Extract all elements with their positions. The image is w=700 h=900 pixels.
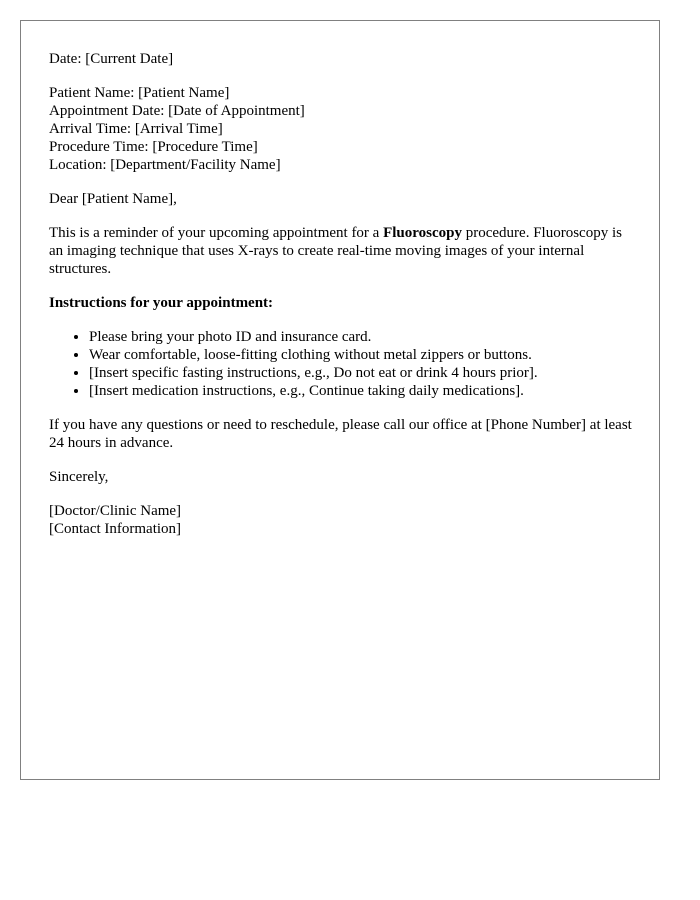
- signature-contact: [Contact Information]: [49, 521, 182, 537]
- letter-document: [20, 20, 660, 780]
- appointment-details: [49, 84, 631, 174]
- procedure-name: Fluoroscopy: [383, 225, 462, 241]
- appointment-date-line: Appointment Date: [Date of Appointment]: [49, 103, 305, 119]
- intro-text-start: This is a reminder of your upcoming appointment for a: [49, 225, 384, 241]
- instruction-item: • Wear comfortable, loose-fitting clothing without metal zippers or buttons.: [89, 346, 631, 364]
- instructions-heading: Instructions for your appointment:: [49, 295, 274, 311]
- patient-name-line: Patient Name: [Patient Name]: [49, 85, 230, 101]
- intro-text-end: procedure. Fluoroscopy is an imaging technique that uses X-rays to create real-time moving images of your internal structures.: [49, 225, 622, 277]
- signature-name: [Doctor/Clinic Name]: [49, 503, 182, 519]
- date-line: Date: [Current Date]: [49, 51, 174, 67]
- instruction-item: • [Insert specific fasting instructions, e.g., Do not eat or drink 4 hours prior].: [89, 364, 631, 382]
- location-line: Location: [Department/Facility Name]: [49, 157, 281, 173]
- instructions-list: [49, 328, 631, 400]
- intro-paragraph: [49, 224, 639, 278]
- salutation: Dear [Patient Name],: [49, 191, 177, 207]
- contact-paragraph: If you have any questions or need to reschedule, please call our office at [Phone Number] at least 24 hours in advance.: [49, 417, 632, 451]
- arrival-time-line: Arrival Time: [Arrival Time]: [49, 121, 223, 137]
- instruction-item: • [Insert medication instructions, e.g., Continue taking daily medications].: [89, 382, 631, 400]
- procedure-time-line: Procedure Time: [Procedure Time]: [49, 139, 258, 155]
- instruction-item: • Please bring your photo ID and insurance card.: [89, 328, 631, 346]
- closing: Sincerely,: [49, 469, 109, 485]
- signature-block: [49, 502, 631, 538]
